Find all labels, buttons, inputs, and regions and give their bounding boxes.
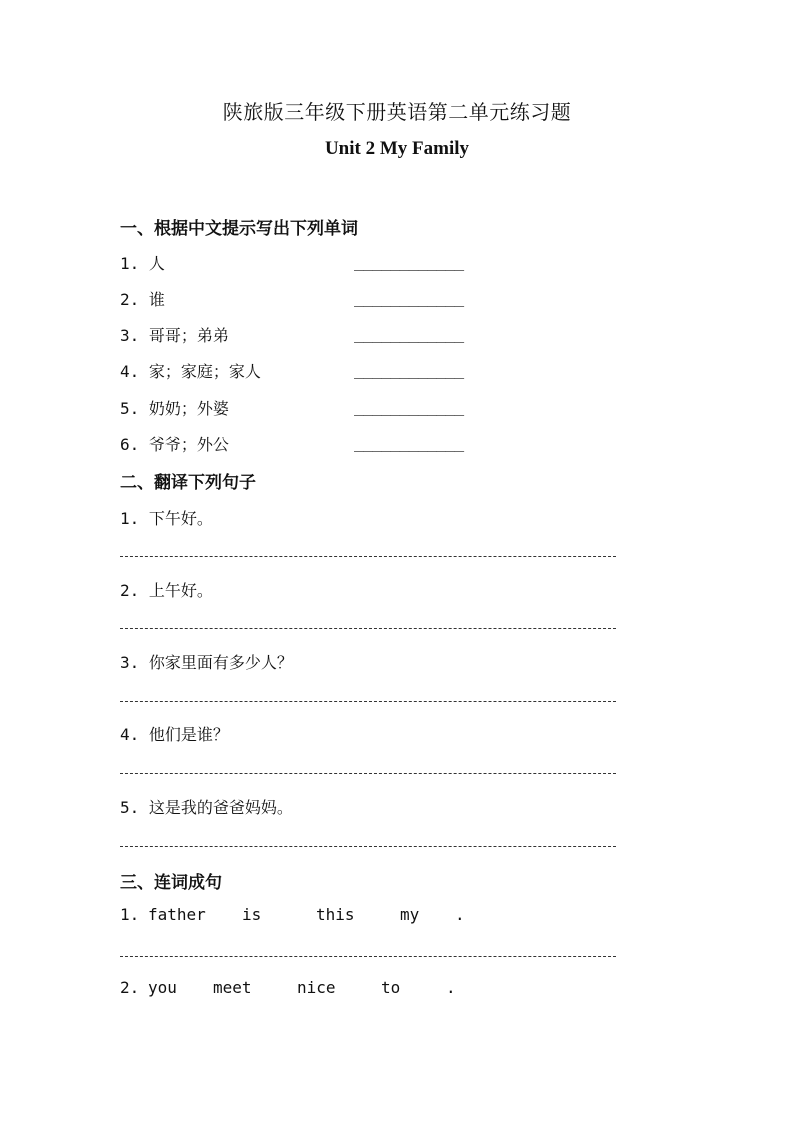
s1-blank-6[interactable]: ____________ bbox=[354, 433, 464, 452]
s1-item-4: 4. 家；家庭；家人 bbox=[120, 362, 261, 381]
s1-blank-4[interactable]: ____________ bbox=[354, 360, 464, 379]
page-subtitle: Unit 2 My Family bbox=[324, 138, 470, 159]
s1-item-3: 3. 哥哥；弟弟 bbox=[120, 326, 229, 345]
s1-blank-1[interactable]: ____________ bbox=[354, 252, 464, 271]
s2-item-2: 2. 上午好。 bbox=[120, 581, 213, 600]
s3-q2-word: . bbox=[446, 978, 456, 997]
s1-item-5: 5. 奶奶；外婆 bbox=[120, 399, 229, 418]
s2-answer-line-3[interactable] bbox=[120, 701, 616, 702]
s3-q1-word: . bbox=[455, 905, 465, 924]
s2-answer-line-1[interactable] bbox=[120, 556, 616, 557]
page-title: 陕旅版三年级下册英语第二单元练习题 bbox=[222, 100, 572, 124]
s3-q2-word: to bbox=[381, 978, 401, 997]
s3-q1-word: is bbox=[242, 905, 262, 924]
s1-blank-5[interactable]: ____________ bbox=[354, 397, 464, 416]
s3-q2-word: you bbox=[148, 978, 177, 997]
s2-answer-line-4[interactable] bbox=[120, 773, 616, 774]
s3-q1-word: my bbox=[400, 905, 420, 924]
s3-q2-word: meet bbox=[213, 978, 252, 997]
s2-item-4: 4. 他们是谁？ bbox=[120, 725, 229, 744]
section-1-heading: 一、根据中文提示写出下列单词 bbox=[120, 219, 358, 239]
s1-blank-2[interactable]: ____________ bbox=[354, 288, 464, 307]
s3-answer-line-1[interactable] bbox=[120, 956, 616, 957]
s3-q2-number: 2. bbox=[120, 978, 140, 997]
s2-item-5: 5. 这是我的爸爸妈妈。 bbox=[120, 798, 293, 817]
s3-q2-word: nice bbox=[297, 978, 336, 997]
s2-answer-line-2[interactable] bbox=[120, 628, 616, 629]
section-3-heading: 三、连词成句 bbox=[120, 873, 222, 893]
s3-q1-number: 1. bbox=[120, 905, 140, 924]
s1-item-2: 2. 谁 bbox=[120, 290, 165, 309]
s2-item-3: 3. 你家里面有多少人？ bbox=[120, 653, 293, 672]
s1-item-1: 1. 人 bbox=[120, 254, 165, 273]
section-2-heading: 二、翻译下列句子 bbox=[120, 473, 256, 493]
s2-item-1: 1. 下午好。 bbox=[120, 509, 213, 528]
s1-blank-3[interactable]: ____________ bbox=[354, 324, 464, 343]
s2-answer-line-5[interactable] bbox=[120, 846, 616, 847]
s3-q1-word: this bbox=[316, 905, 355, 924]
s1-item-6: 6. 爷爷；外公 bbox=[120, 435, 229, 454]
s3-q1-word: father bbox=[148, 905, 206, 924]
